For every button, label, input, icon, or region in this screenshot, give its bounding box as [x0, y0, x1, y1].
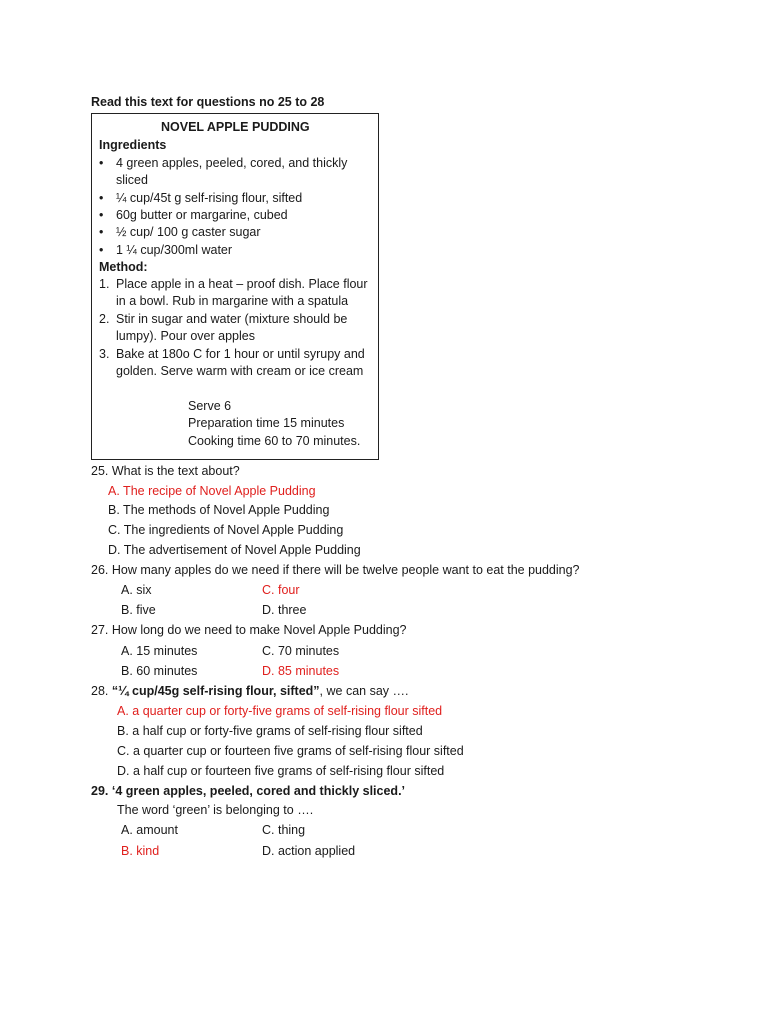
- option-correct: C. four: [262, 583, 300, 597]
- method-step: Place apple in a heat – proof dish. Place flour: [116, 277, 368, 291]
- question-26: 26. How many apples do we need if there will be twelve people want to eat the pudding?: [91, 563, 580, 577]
- method-step-number: 2.: [99, 312, 110, 326]
- option: C. 70 minutes: [262, 644, 340, 658]
- method-step-cont: lumpy). Pour over apples: [116, 329, 255, 343]
- option-correct: D. 85 minutes: [262, 664, 340, 678]
- option: B. 60 minutes: [121, 664, 198, 678]
- question-tail: , we can say ….: [319, 684, 409, 698]
- ingredient-item: • 1 ¼ cup/300ml water: [116, 243, 232, 257]
- option: D. a half cup or fourteen five grams of self-rising flour sifted: [117, 764, 445, 778]
- quoted-phrase: “¼ cup/45g self-rising flour, sifted”: [111, 684, 320, 698]
- question-28: [91, 684, 408, 698]
- cook-time: Cooking time 60 to 70 minutes.: [188, 434, 361, 448]
- recipe-title: NOVEL APPLE PUDDING: [161, 120, 310, 134]
- ingredient-item: • 4 green apples, peeled, cored, and thickly: [116, 156, 347, 170]
- option-correct: A. The recipe of Novel Apple Pudding: [108, 484, 316, 498]
- serve-info: Serve 6: [188, 399, 232, 413]
- option: B. The methods of Novel Apple Pudding: [108, 503, 330, 517]
- method-step: Stir in sugar and water (mixture should be: [116, 312, 348, 326]
- option: D. three: [262, 603, 307, 617]
- method-step-number: 3.: [99, 347, 110, 361]
- ingredient-item: • 60g butter or margarine, cubed: [116, 208, 288, 222]
- ingredients-heading: Ingredients: [99, 138, 167, 152]
- option: C. The ingredients of Novel Apple Pudding: [108, 523, 344, 537]
- option-correct: B. kind: [121, 844, 160, 858]
- option: A. 15 minutes: [121, 644, 198, 658]
- method-step: Bake at 180o C for 1 hour or until syrupy and: [116, 347, 365, 361]
- method-heading: Method:: [99, 260, 148, 274]
- option: D. action applied: [262, 844, 356, 858]
- question-25: 25. What is the text about?: [91, 464, 240, 478]
- method-step-cont: in a bowl. Rub in margarine with a spatula: [116, 294, 349, 308]
- question-27: 27. How long do we need to make Novel Apple Pudding?: [91, 623, 407, 637]
- method-step-cont: golden. Serve warm with cream or ice cream: [116, 364, 364, 378]
- instruction-text: Read this text for questions no 25 to 28: [91, 95, 325, 109]
- question-29: 29. ‘4 green apples, peeled, cored and thickly sliced.’: [91, 784, 406, 798]
- ingredient-item: • ½ cup/ 100 g caster sugar: [116, 225, 261, 239]
- option: C. a quarter cup or fourteen five grams of self-rising flour sifted: [117, 744, 464, 758]
- option: B. a half cup or forty-five grams of self-rising flour sifted: [117, 724, 423, 738]
- recipe-box: [91, 113, 379, 460]
- option: D. The advertisement of Novel Apple Pudding: [108, 543, 361, 557]
- option-correct: A. a quarter cup or forty-five grams of self-rising flour sifted: [117, 704, 443, 718]
- option: C. thing: [262, 823, 306, 837]
- option: A. amount: [121, 823, 178, 837]
- ingredient-item: • ¼ cup/45t g self-rising flour, sifted: [116, 191, 302, 205]
- question-29-sub: The word ‘green’ is belonging to ….: [117, 803, 314, 817]
- option: A. six: [121, 583, 152, 597]
- ingredient-item-cont: sliced: [116, 173, 148, 187]
- option: B. five: [121, 603, 156, 617]
- prep-time: Preparation time 15 minutes: [188, 416, 345, 430]
- question-number: 28.: [91, 684, 112, 698]
- method-step-number: 1.: [99, 277, 110, 291]
